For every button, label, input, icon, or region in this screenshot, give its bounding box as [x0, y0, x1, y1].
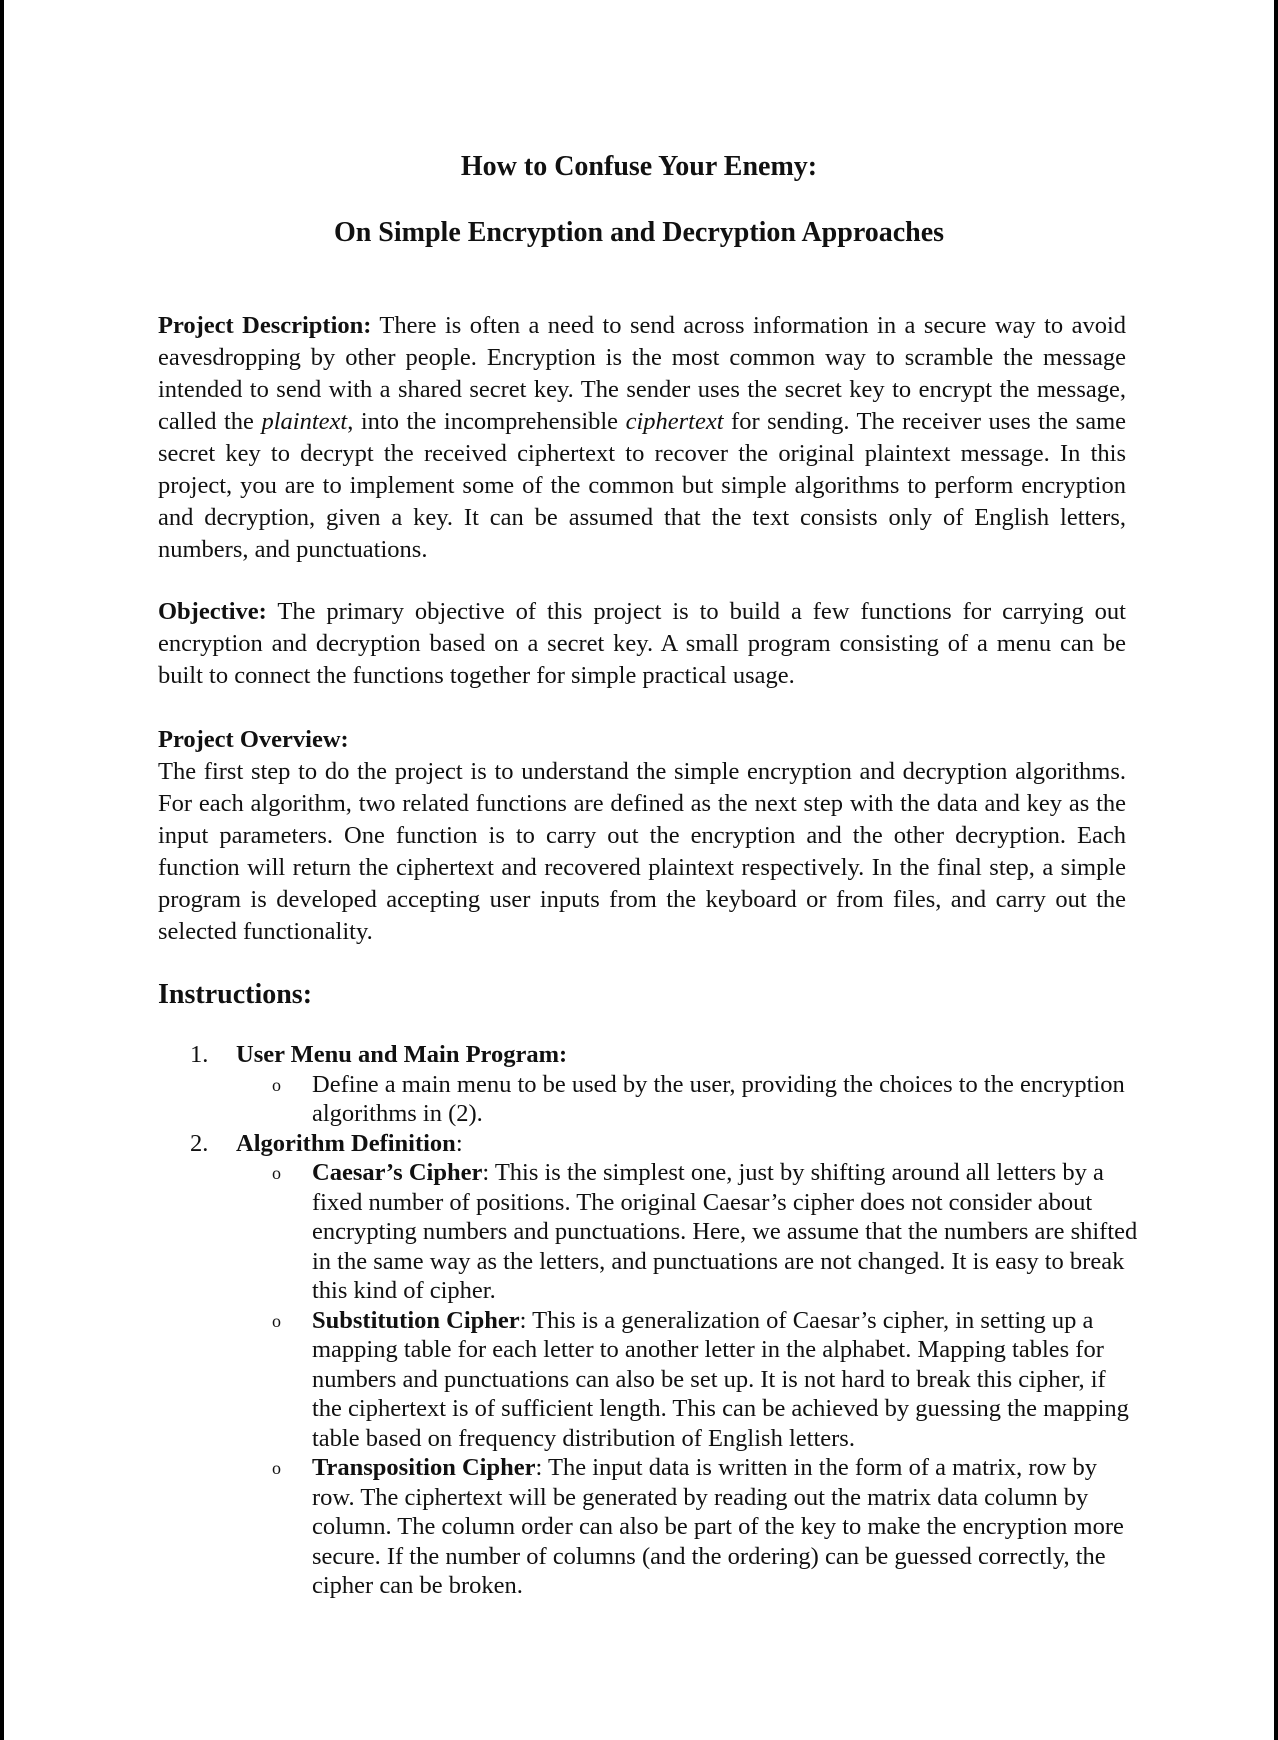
list-item — [272, 1158, 1140, 1306]
list-item-text — [312, 1070, 1140, 1129]
step-title — [236, 1129, 463, 1159]
step-title-text: Algorithm Definition — [236, 1129, 456, 1157]
list-item-label: Substitution Cipher — [312, 1306, 520, 1334]
hollow-bullet-icon: o — [272, 1458, 281, 1478]
step-number: 1. — [190, 1041, 209, 1068]
step-number: 2. — [190, 1129, 209, 1157]
list-item-body: Define a main menu to be used by the user, providing the choices to the encryption algorithms in (2). — [312, 1070, 1125, 1127]
list-item-text — [312, 1306, 1140, 1454]
document-title: How to Confuse Your Enemy: — [460, 151, 818, 182]
list-item-label: Caesar’s Cipher — [312, 1159, 483, 1186]
hollow-bullet-icon: o — [272, 1163, 281, 1183]
list-item — [272, 1306, 1140, 1454]
list-item-label: Transposition Cipher — [312, 1454, 536, 1481]
list-item — [272, 1453, 1140, 1601]
project-overview-heading: Project Overview: — [158, 726, 349, 753]
project-description-label: Project Description: — [158, 312, 372, 339]
step-items — [190, 1070, 1140, 1129]
list-item-body: : This is a generalization of Caesar’s cipher, in setting up a mapping table for each letter to another letter in the alphabet. Mapping tables for numbers and punctuations can also be set up. It is not hard to break this cipher, if the ciphertext is of sufficient length. This can be achieved by guessing the mapping table based on frequency distribution of English letters. — [312, 1306, 1129, 1452]
hollow-bullet-icon: o — [272, 1310, 281, 1331]
project-overview-paragraph: The first step to do the project is to understand the simple encryption and decryption algorithms. For each algorithm, two related functions are defined as the next step with the data and key as the input parameters. One function is to carry out the encryption and the other decryption. Each function will return the ciphertext and recovered plaintext respectively. In the final step, a simple program is developed accepting user inputs from the keyboard or from files, and carry out the selected functionality. — [158, 758, 1126, 945]
project-description-text-a: There is often a need to send across information in a secure way to avoid eavesdropping by other people. Encryption is the most common way to scramble the message intended to send with a shared secret key. The sender uses the secret key to encrypt the message, called the — [158, 312, 1127, 435]
step-title-text: User Menu and Main Program: — [236, 1041, 568, 1068]
list-item-body: : The input data is written in the form of a matrix, row by row. The ciphertext will be generated by reading out the matrix data column by column. The column order can also be part of the key to make the encryption more secure. If the number of columns (and the ordering) can be guessed correctly, the cipher can be broken. — [312, 1454, 1124, 1599]
objective-text: The primary objective of this project is to build a few functions for carrying out encryption and decryption based on a secret key. A small program consisting of a menu can be built to connect the functions together for simple practical usage. — [158, 598, 1126, 689]
instruction-step — [190, 1040, 1140, 1129]
step-title — [236, 1040, 567, 1070]
document-subtitle: On Simple Encryption and Decryption Approaches — [333, 217, 945, 248]
term-plaintext: plaintext — [261, 408, 348, 435]
project-description-text-b: , into the incomprehensible — [347, 408, 626, 435]
list-item — [272, 1070, 1140, 1129]
list-item-text — [312, 1158, 1140, 1306]
instructions-heading: Instructions: — [158, 979, 313, 1010]
term-ciphertext: ciphertext — [625, 408, 724, 435]
list-item-text — [312, 1453, 1140, 1601]
list-item-body: : This is the simplest one, just by shifting around all letters by a fixed number of positions. The original Caesar’s cipher does not consider about encrypting numbers and punctuations. Here, we assume that the numbers are shifted in the same way as the letters, and punctuations are not changed. It is easy to break this kind of cipher. — [312, 1159, 1138, 1304]
project-description-paragraph — [158, 310, 1126, 566]
hollow-bullet-icon: o — [272, 1074, 281, 1095]
objective-paragraph — [158, 596, 1126, 692]
step-title-suffix: : — [455, 1129, 463, 1157]
instruction-step — [190, 1129, 1140, 1601]
step-items — [190, 1158, 1140, 1601]
project-description-text-c: for sending. The receiver uses the same secret key to decrypt the received ciphertext to recover the original plaintext message. In this project, you are to implement some of the common but simple algorithms to perform encryption and decryption, given a key. It can be assumed that the text consists only of English letters, numbers, and punctuations. — [158, 408, 1127, 563]
instructions-list — [190, 1040, 1140, 1601]
objective-label: Objective: — [158, 598, 267, 625]
